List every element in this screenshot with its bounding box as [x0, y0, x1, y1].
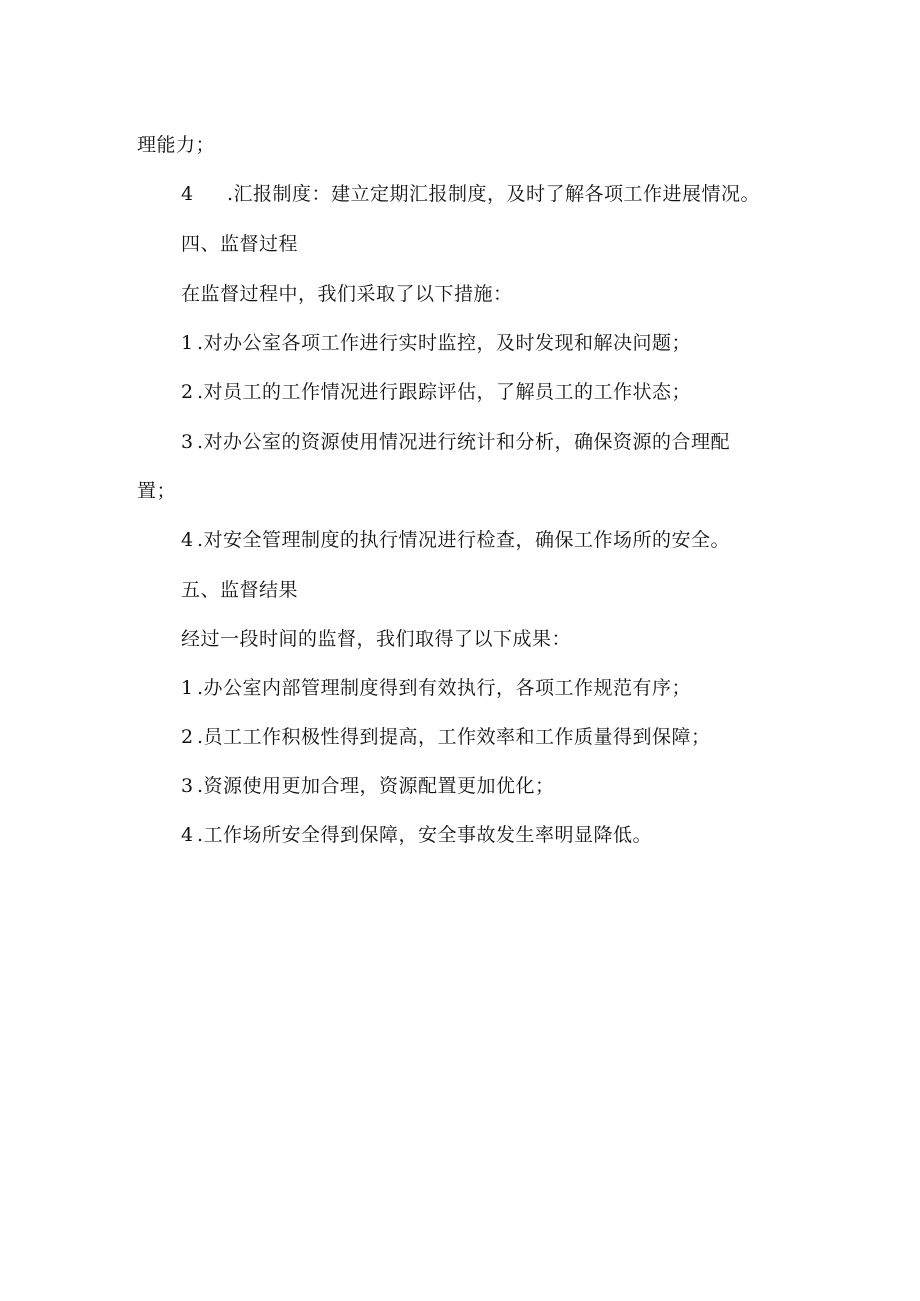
numbered-item: [181, 331, 691, 355]
numbered-item: [181, 182, 760, 206]
item-number: 1: [181, 332, 194, 354]
item-text: .资源使用更加合理，资源配置更加优化；: [197, 775, 555, 797]
item-number: 3: [181, 775, 194, 797]
item-text: .员工工作积极性得到提高，工作效率和工作质量得到保障；: [197, 726, 711, 748]
numbered-item: [181, 725, 711, 749]
item-number: 2: [181, 726, 194, 748]
paragraph-text: 经过一段时间的监督，我们取得了以下成果：: [181, 628, 572, 650]
numbered-item: [181, 528, 730, 552]
section-heading: [181, 578, 298, 602]
section-heading: [181, 232, 298, 256]
paragraph-text: 在监督过程中，我们采取了以下措施：: [181, 283, 513, 305]
heading-text: 五、监督结果: [181, 579, 299, 601]
numbered-item: [181, 676, 691, 700]
numbered-item: [181, 823, 652, 847]
item-number: 2: [181, 381, 194, 403]
item-number: 4: [181, 824, 194, 846]
item-text: .对办公室各项工作进行实时监控，及时发现和解决问题；: [197, 332, 692, 354]
item-number: 1: [181, 677, 194, 699]
numbered-item: [181, 774, 555, 798]
item-text: .办公室内部管理制度得到有效执行，各项工作规范有序；: [197, 677, 692, 699]
item-number: 3: [181, 431, 194, 453]
item-text: .工作场所安全得到保障，安全事故发生率明显降低。: [197, 824, 653, 846]
item-text: .对员工的工作情况进行跟踪评估，了解员工的工作状态；: [197, 381, 692, 403]
paragraph: [181, 627, 571, 651]
item-number: 4: [181, 529, 194, 551]
heading-text: 四、监督过程: [181, 233, 299, 255]
item-text: .对安全管理制度的执行情况进行检查，确保工作场所的安全。: [197, 529, 731, 551]
numbered-item: [181, 430, 730, 454]
numbered-item: [181, 380, 691, 404]
paragraph-continuation: [137, 133, 215, 157]
paragraph-text: 置；: [137, 480, 177, 502]
item-number: 4: [181, 183, 194, 205]
paragraph-continuation: [137, 479, 176, 503]
paragraph-text: 理能力；: [137, 134, 216, 156]
item-text: .汇报制度：建立定期汇报制度，及时了解各项工作进展情况。: [227, 183, 761, 205]
paragraph: [181, 282, 513, 306]
item-text: .对办公室的资源使用情况进行统计和分析，确保资源的合理配: [197, 431, 731, 453]
